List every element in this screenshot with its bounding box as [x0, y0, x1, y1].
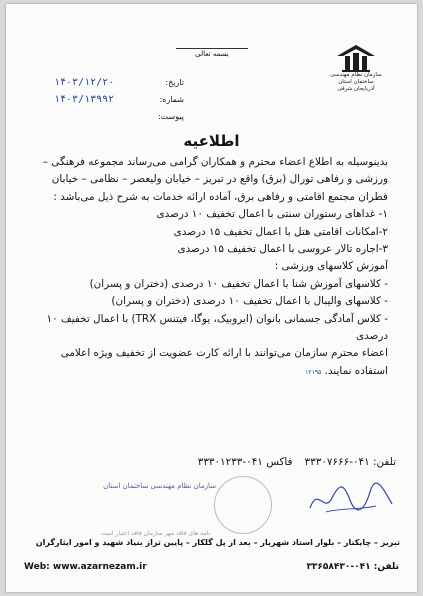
services-list [36, 206, 388, 258]
list-item: - کلاس آمادگی جسمانی بانوان (ایروبیک، یوگا، فیتنس TRX) با اعمال تخفیف ۱۰ درصدی [46, 312, 388, 343]
list-item: - کلاسهای والیبال با اعمال تخفیف ۱۰ درصدی (دختران و پسران) [111, 295, 388, 308]
closing-paragraph [36, 345, 388, 381]
letter-footer [6, 536, 417, 592]
sports-heading: آموزش کلاسهای ورزشی : [274, 260, 388, 273]
contact-line [26, 456, 396, 468]
stamp-seal [214, 476, 272, 534]
letter-page [6, 4, 417, 592]
date-label: تاریخ: [165, 78, 184, 87]
sports-list [36, 276, 388, 346]
organization-stamp [66, 482, 216, 528]
date-row [54, 74, 184, 91]
closing-text: اعضاء محترم سازمان می‌توانند با ارائه کارت عضویت از تخفیف ویژه اعلامی استفاده نمایند. [60, 347, 388, 377]
stamp-text: سازمان نظام مهندسی ساختمان استان [103, 482, 216, 490]
number-label: شماره: [159, 95, 184, 104]
number-row [54, 91, 184, 108]
building-logo-icon [336, 44, 376, 72]
bismillah: بسمه تعالی [176, 48, 248, 60]
list-item: ۳-اجاره تالار عروسی با اعمال تخفیف ۱۵ درصدی [177, 243, 388, 256]
page-title: اطلاعیه [183, 132, 240, 150]
number-value: ۱۴۰۳/۱۳۹۹۲ [54, 94, 115, 105]
list-item: ۲-امکانات اقامتی هتل با اعمال تخفیف ۱۵ درصدی [173, 225, 388, 238]
attachment-label: پیوست: [157, 112, 184, 121]
closing-note: ۱۲۱۹۵ [305, 368, 322, 376]
fax-number: فاکس ۰۴۱-۳۳۳۰۱۲۳۳ [197, 456, 293, 468]
footer-bar [6, 554, 417, 580]
letter-meta [54, 74, 184, 125]
date-value: ۱۴۰۳/۱۲/۲۰ [54, 77, 115, 88]
attachment-row [54, 108, 184, 125]
organization-logo [321, 44, 391, 93]
list-item: - کلاسهای آموزش شنا با اعمال تخفیف ۱۰ درصدی (دختران و پسران) [89, 277, 388, 290]
handwritten-signature [306, 478, 396, 518]
phone-number: تلفن: ۰۴۱-۳۳۳۰۷۶۶۶ [304, 456, 396, 468]
footer-phone: تلفن: ۰۴۱-۳۳۶۵۸۴۳۰ [306, 562, 399, 572]
stamp-faint-text: نامه های فاقد مهر سازمان فاقد اعتبار است [101, 530, 211, 537]
org-name-line1: سازمان نظام مهندسی ساختمان استان [330, 72, 382, 85]
list-item: ۱- غداهای رستوران سنتی با اعمال تخفیف ۱۰ درصدی [156, 208, 388, 221]
footer-address: تبریز – چایکنار – بلوار استاد شهریار – بعد از پل گلکار – پایین تراز بنیاد شهید و امور ایثارگران [35, 538, 400, 547]
intro-paragraph: بدینوسیله به اطلاع اعضاء محترم و همکاران گرامی می‌رساند مجموعه فرهنگی – ورزشی و رفاهی تورال (برق) واقع در تبریز – خیابان ولیعصر – نظامی – خیابان قطران مجتمع اقامتی و رفاهی برق، آماده ارائه خدمات به شرح ذیل می‌باشد : [42, 156, 388, 203]
footer-website: Web: www.azarnezam.ir [24, 562, 147, 572]
org-name-line2: آذربایجان شرقی [337, 86, 375, 92]
letter-body [36, 154, 388, 381]
